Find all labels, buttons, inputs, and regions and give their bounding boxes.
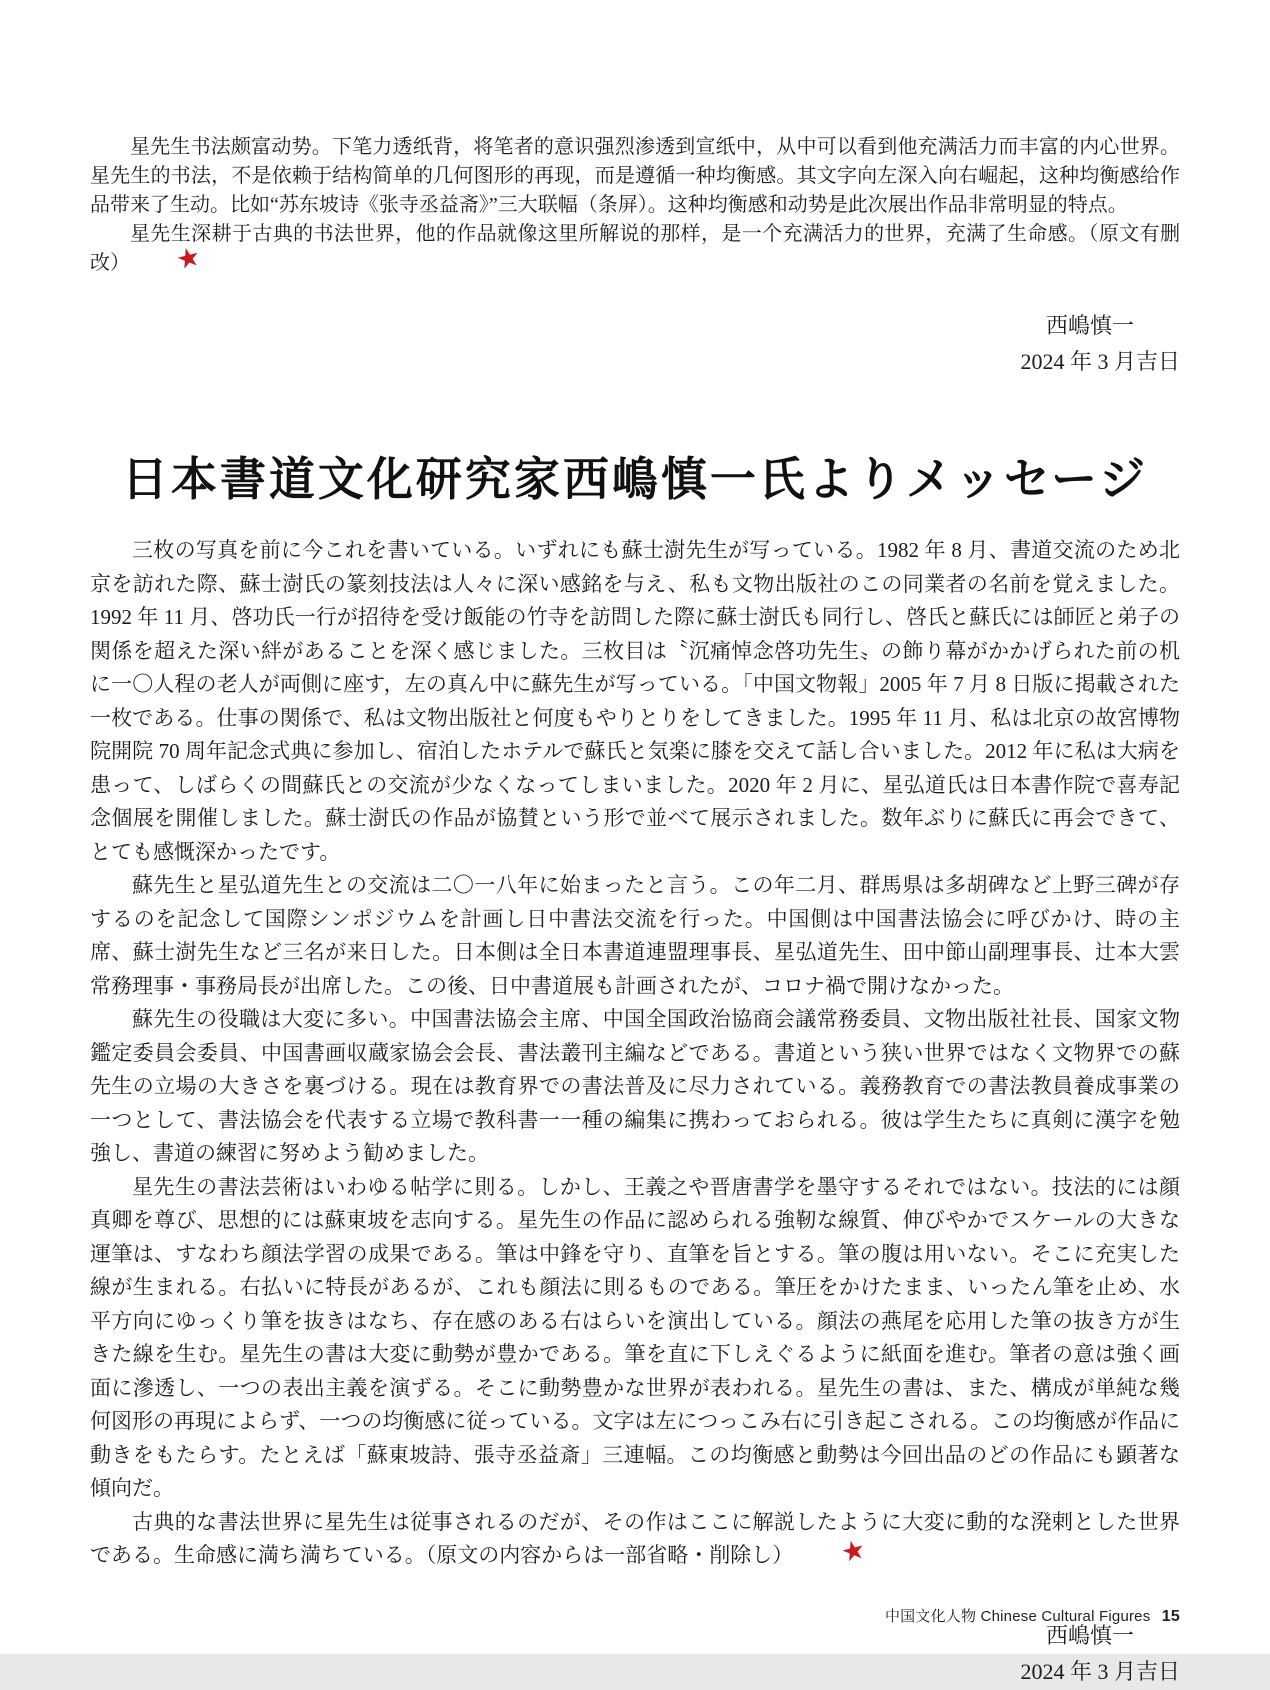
body-paragraph-ja-5-text: 古典的な書法世界に星先生は従事されるのだが、その作はここに解説したように大変に動的な溌剌とした世界である。生命感に満ち満ちている。（原文の内容からは一部省略・削除し） — [90, 1509, 1180, 1567]
signature-block-bottom — [90, 1618, 1180, 1690]
signature-name: 西嶋慎一 — [1045, 1622, 1134, 1648]
red-star-icon: ★ — [838, 1533, 870, 1570]
body-paragraph-ja-5 — [90, 1506, 1180, 1573]
footer-magazine-title-en: Chinese Cultural Figures — [980, 1608, 1151, 1625]
signature-name: 西嶋慎一 — [1045, 313, 1134, 338]
page-number: 15 — [1161, 1608, 1180, 1625]
body-paragraph-ja-3: 蘇先生の役職は大変に多い。中国書法協会主席、中国全国政治協商会議常務委員、文物出版社社長、国家文物鑑定委員会委員、中国書画収蔵家協会会長、書法叢刊主編などである。書道という狭い世界ではなく文物界での蘇先生の立場の大きさを裏づける。現在は教育界での書法普及に尽力されている。義務教育での書法教員養成事業の一つとして、書法協会を代表する立場で教科書一一種の編集に携わっておられる。彼は学生たちに真剣に漢字を勉強し、書道の練習に努めよう勧めました。 — [90, 1007, 1180, 1165]
body-paragraph-ja-2: 蘇先生と星弘道先生との交流は二〇一八年に始まったと言う。この年二月、群馬県は多胡碑など上野三碑が存するのを記念して国際シンポジウムを計画し日中書法交流を行った。中国側は中国書法協会に呼びかけ、時の主席、蘇士澍先生など三名が来日した。日本側は全日本書道連盟理事長、星弘道先生、田中節山副理事長、辻本大雲常務理事・事務局長が出席した。この後、日中書道展も計画されたが、コロナ禍で開けなかった。 — [90, 873, 1180, 998]
intro-paragraph-zh-1: 星先生书法颇富动势。下笔力透纸背，将笔者的意识强烈渗透到宣纸中，从中可以看到他充满活力而丰富的内心世界。星先生的书法，不是依赖于结构简单的几何图形的再现，而是遵循一种均衡感。其文字向左深入向右崛起，这种均衡感给作品带来了生动。比如“苏东坡诗《张寺丞益斋》”三大联幅（条屏）。这种均衡感和动势是此次展出作品非常明显的特点。 — [90, 136, 1180, 216]
page-content — [90, 0, 1180, 1690]
intro-paragraph-zh-2-text: 星先生深耕于古典的书法世界，他的作品就像这里所解说的那样，是一个充满活力的世界，充满了生命感。（原文有删改） — [90, 223, 1180, 274]
body-paragraph-ja-4: 星先生の書法芸術はいわゆる帖学に則る。しかし、王義之や晋唐書学を墨守するそれではない。技法的には顔真卿を尊び、思想的には蘇東坡を志向する。星先生の作品に認められる強靭な線質、伸びやかでスケールの大きな運筆は、すなわち顔法学習の成果である。筆は中鋒を守り、直筆を旨とする。筆の腹は用いない。そこに充実した線が生まれる。右払いに特長があるが、これも顔法に則るものである。筆圧をかけたまま、いったん筆を止め、水平方向にゆっくり筆を抜きはなち、存在感のある右はらいを演出している。顔法の燕尾を応用した筆の抜き方が生きた線を生む。星先生の書は大変に動勢が豊かである。筆を直に下しえぐるように紙面を進む。筆者の意は強く画面に滲透し、一つの表出主義を演ずる。そこに動勢豊かな世界が表われる。星先生の書は、また、構成が単純な幾何図形の再現によらず、一つの均衡感に従っている。文字は左につっこみ右に引き起こされる。この均衡感が作品に動きをもたらす。たとえば「蘇東坡詩、張寺丞益斎」三連幅。この均衡感と動勢は今回出品のどの作品にも顕著な傾向だ。 — [90, 1174, 1180, 1500]
footer — [885, 1605, 1180, 1626]
red-star-icon: ★ — [172, 240, 204, 277]
chinese-intro-section — [90, 0, 1180, 278]
footer-magazine-title-zh: 中国文化人物 — [884, 1608, 977, 1625]
signature-date: 2024 年 3 月吉日 — [1020, 1658, 1180, 1684]
body-paragraph-ja-1: 三枚の写真を前に今これを書いている。いずれにも蘇士澍先生が写っている。1982 年 8 月、書道交流のため北京を訪れた際、蘇士澍氏の篆刻技法は人々に深い感銘を与え、私も文物出版社のこの同業者の名前を覚えました。1992 年 11 月、啓功氏一行が招待を受け飯能の竹寺を訪問した際に蘇士澍氏も同行し、啓氏と蘇氏には師匠と弟子の関係を超えた深い絆があることを深く感じました。三枚目は〝沉痛悼念啓功先生〟の飾り幕がかかげられた前の机に一〇人程の老人が両側に座す，左の真ん中に蘇先生が写っている。「中国文物報」2005 年 7 月 8 日版に掲載された一枚である。仕事の関係で、私は文物出版社と何度もやりとりをしてきました。1995 年 11 月、私は北京の故宮博物院開院 70 周年記念式典に参加し、宿泊したホテルで蘇氏と気楽に膝を交えて話し合いました。2012 年に私は大病を患って、しばらくの間蘇氏との交流が少なくなってしまいました。2020 年 2 月に、星弘道氏は日本書作院で喜寿記念個展を開催しました。蘇士澍氏の作品が協賛という形で並べて展示されました。数年ぶりに蘇氏に再会できて、とても感慨深かったです。 — [90, 538, 1180, 864]
japanese-body-section — [90, 534, 1180, 1573]
signature-block-top — [90, 308, 1180, 380]
page-title: 日本書道文化研究家西嶋慎一氏よりメッセージ — [121, 454, 1149, 505]
signature-date: 2024 年 3 月吉日 — [1020, 349, 1180, 374]
intro-paragraph-zh-2 — [90, 220, 1180, 278]
